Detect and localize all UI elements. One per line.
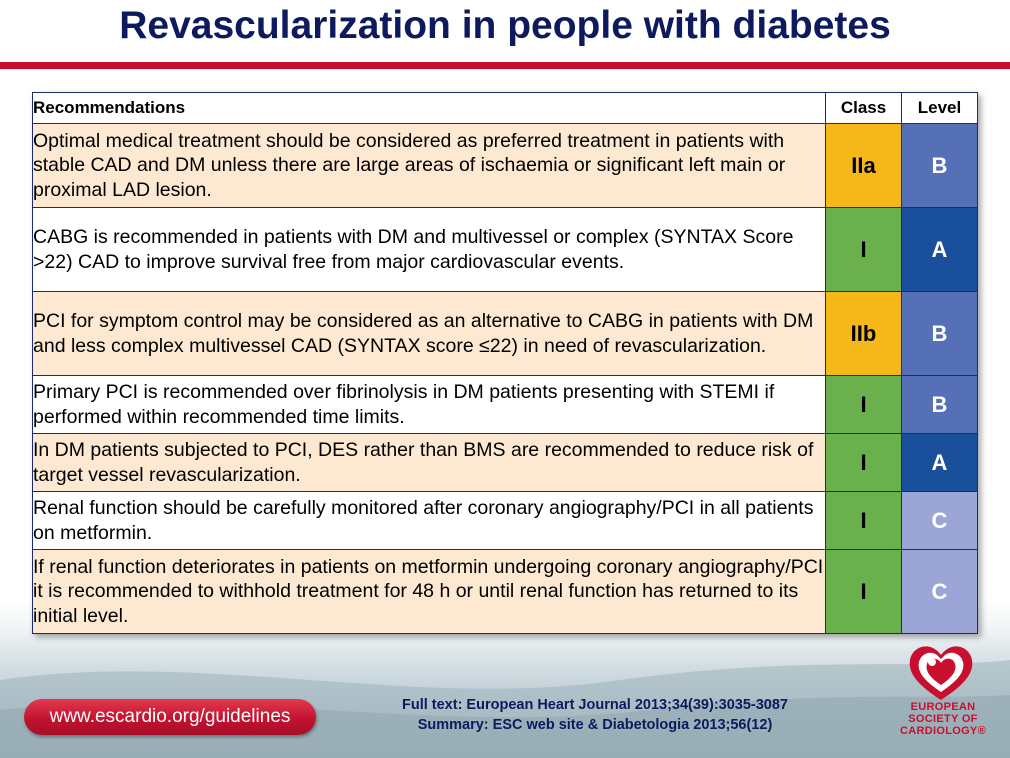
logo-line-2: SOCIETY OF [908, 713, 978, 725]
table-row [33, 208, 978, 292]
table-row [33, 292, 978, 376]
page-title: Revascularization in people with diabetes [119, 4, 891, 47]
recommendation-text: CABG is recommended in patients with DM and multivessel or complex (SYNTAX Score >22) CAD to improve survival free from major cardiovascular events. [33, 208, 826, 292]
class-badge: I [826, 492, 902, 550]
level-badge: B [902, 292, 978, 376]
table-row [33, 492, 978, 550]
logo-line-1: EUROPEAN [910, 701, 976, 713]
header-level: Level [902, 93, 978, 124]
recommendation-text: In DM patients subjected to PCI, DES rather than BMS are recommended to reduce risk of target vessel revascularization. [33, 434, 826, 492]
recommendation-text: Optimal medical treatment should be considered as preferred treatment in patients with stable CAD and DM unless there are large areas of ischaemia or significant left main or proximal LAD lesion. [33, 124, 826, 208]
level-badge: C [902, 550, 978, 634]
level-badge: A [902, 434, 978, 492]
header-recommendations: Recommendations [33, 93, 826, 124]
title-divider [0, 62, 1010, 69]
level-badge: B [902, 124, 978, 208]
header-class: Class [826, 93, 902, 124]
class-badge: I [826, 550, 902, 634]
recommendation-text: Renal function should be carefully monitored after coronary angiography/PCI in all patients on metformin. [33, 492, 826, 550]
class-badge: I [826, 376, 902, 434]
level-badge: C [902, 492, 978, 550]
table-row [33, 376, 978, 434]
class-badge: IIa [826, 124, 902, 208]
full-text-reference: Full text: European Heart Journal 2013;34(39):3035-3087 [401, 697, 788, 713]
esc-heart-logo-icon [896, 636, 986, 756]
class-badge: I [826, 208, 902, 292]
table-row [33, 550, 978, 634]
summary-reference: Summary: ESC web site & Diabetologia 2013;56(12) [417, 717, 773, 733]
recommendation-text: PCI for symptom control may be considered as an alternative to CABG in patients with DM and less complex multivessel CAD (SYNTAX score ≤22) in need of revascularization. [33, 292, 826, 376]
table-row [33, 434, 978, 492]
references [340, 695, 850, 735]
logo-line-3: CARDIOLOGY® [900, 725, 986, 737]
esc-logo-text [893, 701, 993, 737]
table-header-row [33, 93, 978, 124]
recommendation-text: Primary PCI is recommended over fibrinolysis in DM patients presenting with STEMI if performed within recommended time limits. [33, 376, 826, 434]
guidelines-link-button[interactable]: www.escardio.org/guidelines [24, 699, 316, 735]
level-badge: A [902, 208, 978, 292]
level-badge: B [902, 376, 978, 434]
class-badge: I [826, 434, 902, 492]
recommendations-table [32, 92, 978, 634]
recommendation-text: If renal function deteriorates in patients on metformin undergoing coronary angiography/PCI it is recommended to withhold treatment for 48 h or until renal function has returned to its initial level. [33, 550, 826, 634]
class-badge: IIb [826, 292, 902, 376]
table-row [33, 124, 978, 208]
